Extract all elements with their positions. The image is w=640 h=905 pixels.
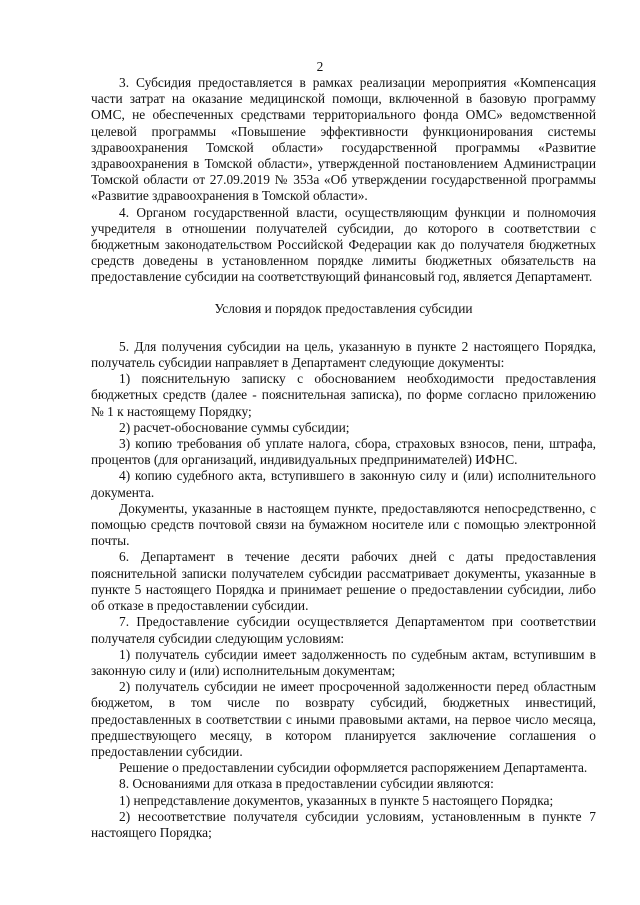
paragraph-8-refusal-grounds: 8. Основаниями для отказа в предоставлении субсидии являются:	[119, 776, 494, 792]
paragraph-submission-methods: Документы, указанные в настоящем пункте, предоставляются непосредственно, с помощью средств почтовой связи на бумажном носителе или с помощью электронной почты.	[91, 500, 596, 549]
section-heading: Условия и порядок предоставления субсидии	[214, 300, 473, 316]
list-item-calculation: 2) расчет-обоснование суммы субсидии;	[119, 419, 350, 435]
list-item-tax-requirement: 3) копию требования об уплате налога, сбора, страховых взносов, пени, штрафа, процентов (для организаций, индивидуальных предпринимателей) ИФНС.	[91, 436, 596, 468]
list-item-nonconformity: 2) несоответствие получателя субсидии условиям, установленным в пункте 7 настоящего Порядка;	[91, 808, 596, 840]
paragraph-7-conditions: 7. Предоставление субсидии осуществляется Департаментом при соответствии получателя субсидии следующим условиям:	[91, 614, 596, 646]
paragraph-decision-order: Решение о предоставлении субсидии оформляется распоряжением Департамента.	[119, 760, 588, 776]
list-item-court-act: 4) копию судебного акта, вступившего в законную силу и (или) исполнительного документа.	[91, 468, 596, 500]
list-item-explanatory-note: 1) пояснительную записку с обоснованием необходимости предоставления бюджетных средств (далее - пояснительная записка), по форме согласно приложению № 1 к настоящему Порядку;	[91, 371, 596, 419]
paragraph-3-subsidy-program: 3. Субсидия предоставляется в рамках реализации мероприятия «Компенсация части затрат на оказание медицинской помощи, включенной в базовую программу ОМС, не обеспеченных средствами территориального фонда ОМС» ведомственной целевой программы «Повышение эффективности функционирования системы здравоохранения Томской области» государственной программы «Развитие здравоохранения в Томской области», утвержденной постановлением Администрации Томской области от 27.09.2019 № 353а «Об утверждении государственной программы «Развитие здравоохранения в Томской области».	[91, 75, 596, 204]
paragraph-6-review-period: 6. Департамент в течение десяти рабочих дней с даты предоставления пояснительной записки получателем субсидии рассматривает документы, указанные в пункте 5 настоящего Порядка и принимает решение о предоставлении субсидии, либо об отказе в предоставлении субсидии.	[91, 549, 596, 614]
list-item-court-debt: 1) получатель субсидии имеет задолженность по судебным актам, вступившим в законную силу и (или) исполнительным документам;	[91, 646, 596, 678]
page-number: 2	[316, 59, 324, 74]
document-body	[91, 75, 596, 841]
paragraph-4-founder-authority: 4. Органом государственной власти, осуществляющим функции и полномочия учредителя в отношении получателей субсидии, до которого в соответствии с бюджетным законодательством Российской Федерации как до получателя бюджетных средств доведены в установленном порядке лимиты бюджетных обязательств на предоставление субсидии на соответствующий финансовый год, является Департамент.	[91, 204, 596, 285]
paragraph-5-required-documents: 5. Для получения субсидии на цель, указанную в пункте 2 настоящего Порядка, получатель субсидии направляет в Департамент следующие документы:	[91, 338, 596, 371]
list-item-missing-documents: 1) непредставление документов, указанных в пункте 5 настоящего Порядка;	[119, 792, 554, 808]
list-item-no-overdue-debt: 2) получатель субсидии не имеет просроченной задолженности перед областным бюджетом, в том числе по возврату субсидий, бюджетных инвестиций, предоставленных в соответствии с иными правовыми актами, на первое число месяца, предшествующего месяцу, в котором планируется заключение соглашения о предоставлении субсидии.	[91, 679, 596, 759]
